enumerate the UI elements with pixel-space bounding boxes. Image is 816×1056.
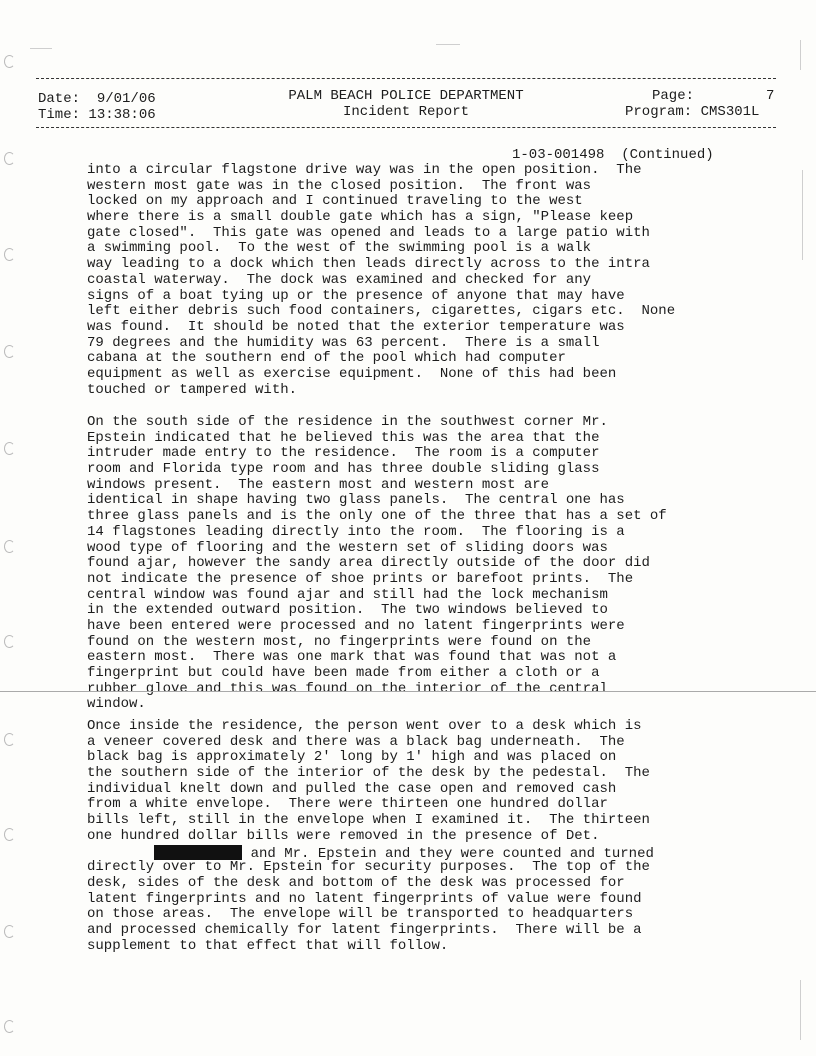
program-value: CMS301L [700,104,760,120]
text-line: on those areas. The envelope will be transported to headquarters [87,906,634,923]
text-line: found ajar, however the sandy area directly outside of the door did [87,555,650,572]
scan-smudge [800,980,801,1040]
date-label: Date: [38,91,81,107]
text-line: equipment as well as exercise equipment. None of this had been [87,365,617,382]
punch-hole [4,828,15,841]
text-line: was found. It should be noted that the exterior temperature was [87,318,625,335]
text-line: On the south side of the residence in the southwest corner Mr. [87,414,608,430]
punch-hole [4,925,15,938]
punch-hole [4,345,15,358]
text-line: a swimming pool. To the west of the swimming pool is a walk [87,240,592,257]
punch-hole [4,635,15,648]
text-line: touched or tampered with. [87,381,298,398]
text-line: bills left, still in the envelope when I examined it. The thirteen [87,812,650,829]
punch-hole [4,248,15,261]
redaction-bar [154,845,242,860]
date-value: 9/01/06 [96,91,156,107]
scan-smudge [802,170,803,260]
paragraph-gate-patio [87,163,747,398]
text-line: from a white envelope. There were thirteen one hundred dollar [87,796,608,813]
text-line: rubber glove and this was found on the interior of the central [87,680,608,697]
scan-smudge [436,44,460,45]
punch-hole [4,152,15,165]
redacted-line-text: and Mr. Epstein and they were counted and turned [242,845,654,862]
text-line: intruder made entry to the residence. The room is a computer [87,445,600,462]
text-line: wood type of flooring and the western set of sliding doors was [87,539,608,556]
text-line: have been entered were processed and no latent fingerprints were [87,617,625,634]
text-line: Once inside the residence, the person went over to a desk which is [87,718,642,734]
text-line: gate closed". This gate was opened and leads to a large patio with [87,224,650,241]
header-bottom-rule [36,127,776,128]
text-line: identical in shape having two glass panels. The central one has [87,492,625,509]
text-line: latent fingerprints and no latent fingerprints of value were found [87,890,642,907]
page-label: Page: [652,88,695,104]
page-number: 7 [766,88,775,104]
text-line: and processed chemically for latent fingerprints. There will be a [87,921,642,938]
text-line: Epstein indicated that he believed this was the area that the [87,429,600,446]
text-line: coastal waterway. The dock was examined and checked for any [87,271,592,288]
text-line: window. [87,696,146,713]
text-line: where there is a small double gate which has a sign, "Please keep [87,209,634,226]
punch-hole [4,55,15,68]
program-row [625,104,759,120]
text-line: 14 flagstones leading directly into the room. The flooring is a [87,523,625,540]
punch-hole [4,1020,15,1033]
punch-hole [4,540,15,553]
scan-smudge [30,48,52,49]
text-line: into a circular flagstone drive way was in the open position. The [87,162,642,178]
text-line: fingerprint but could have been made from either a cloth or a [87,665,600,681]
text-line: supplement to that effect that will follow. [87,937,449,954]
date-row [38,91,156,107]
text-line: left either debris such food containers, cigarettes, cigars etc. None [87,303,676,320]
text-line: individual knelt down and pulled the case open and removed cash [87,780,617,797]
text-line: way leading to a dock which then leads directly across to the intra [87,256,650,273]
redacted-line [87,845,747,861]
text-line: room and Florida type room and has three double sliding glass [87,461,600,478]
text-line: found on the western most, no fingerprints were found on the [87,633,592,650]
text-line: not indicate the presence of shoe prints or barefoot prints. The [87,570,634,587]
department-name: PALM BEACH POLICE DEPARTMENT [288,88,524,104]
scan-line-artifact [0,691,816,692]
time-value: 13:38:06 [88,107,156,123]
text-line: three glass panels and is the only one of the three that has a set of [87,508,667,525]
text-line: directly over to Mr. Epstein for security purposes. The top of the [87,859,650,876]
time-label: Time: [38,107,81,123]
text-line: 79 degrees and the humidity was 63 percent. There is a small [87,334,600,351]
punch-hole [4,733,15,746]
text-line: windows present. The eastern most and western most are [87,476,550,493]
paragraph-south-side-entry [87,415,747,713]
scan-smudge [800,40,801,70]
paragraph-desk-cash [87,719,747,954]
program-label: Program: [625,104,693,120]
text-line: desk, sides of the desk and bottom of the desk was processed for [87,874,625,891]
text-line: cabana at the southern end of the pool which had computer [87,350,566,367]
text-line: locked on my approach and I continued traveling to the west [87,193,583,210]
header-top-rule [36,78,776,79]
text-line: eastern most. There was one mark that was found that was not a [87,649,617,666]
time-row [38,107,156,123]
text-line: signs of a boat tying up or the presence of anyone that may have [87,287,625,304]
text-line: western most gate was in the closed position. The front was [87,177,592,194]
text-line: black bag is approximately 2' long by 1' high and was placed on [87,749,617,766]
text-line: in the extended outward position. The two windows believed to [87,602,608,619]
case-number-line [512,147,714,163]
case-status: (Continued) [621,147,714,163]
report-type: Incident Report [342,104,470,120]
text-line: central window was found ajar and still had the lock mechanism [87,586,608,603]
text-line: a veneer covered desk and there was a black bag underneath. The [87,733,625,750]
punch-hole [4,442,15,455]
text-line: one hundred dollar bills were removed in the presence of Det. [87,827,600,844]
case-number: 1-03-001498 [512,147,605,163]
text-line: the southern side of the interior of the desk by the pedestal. The [87,765,650,782]
